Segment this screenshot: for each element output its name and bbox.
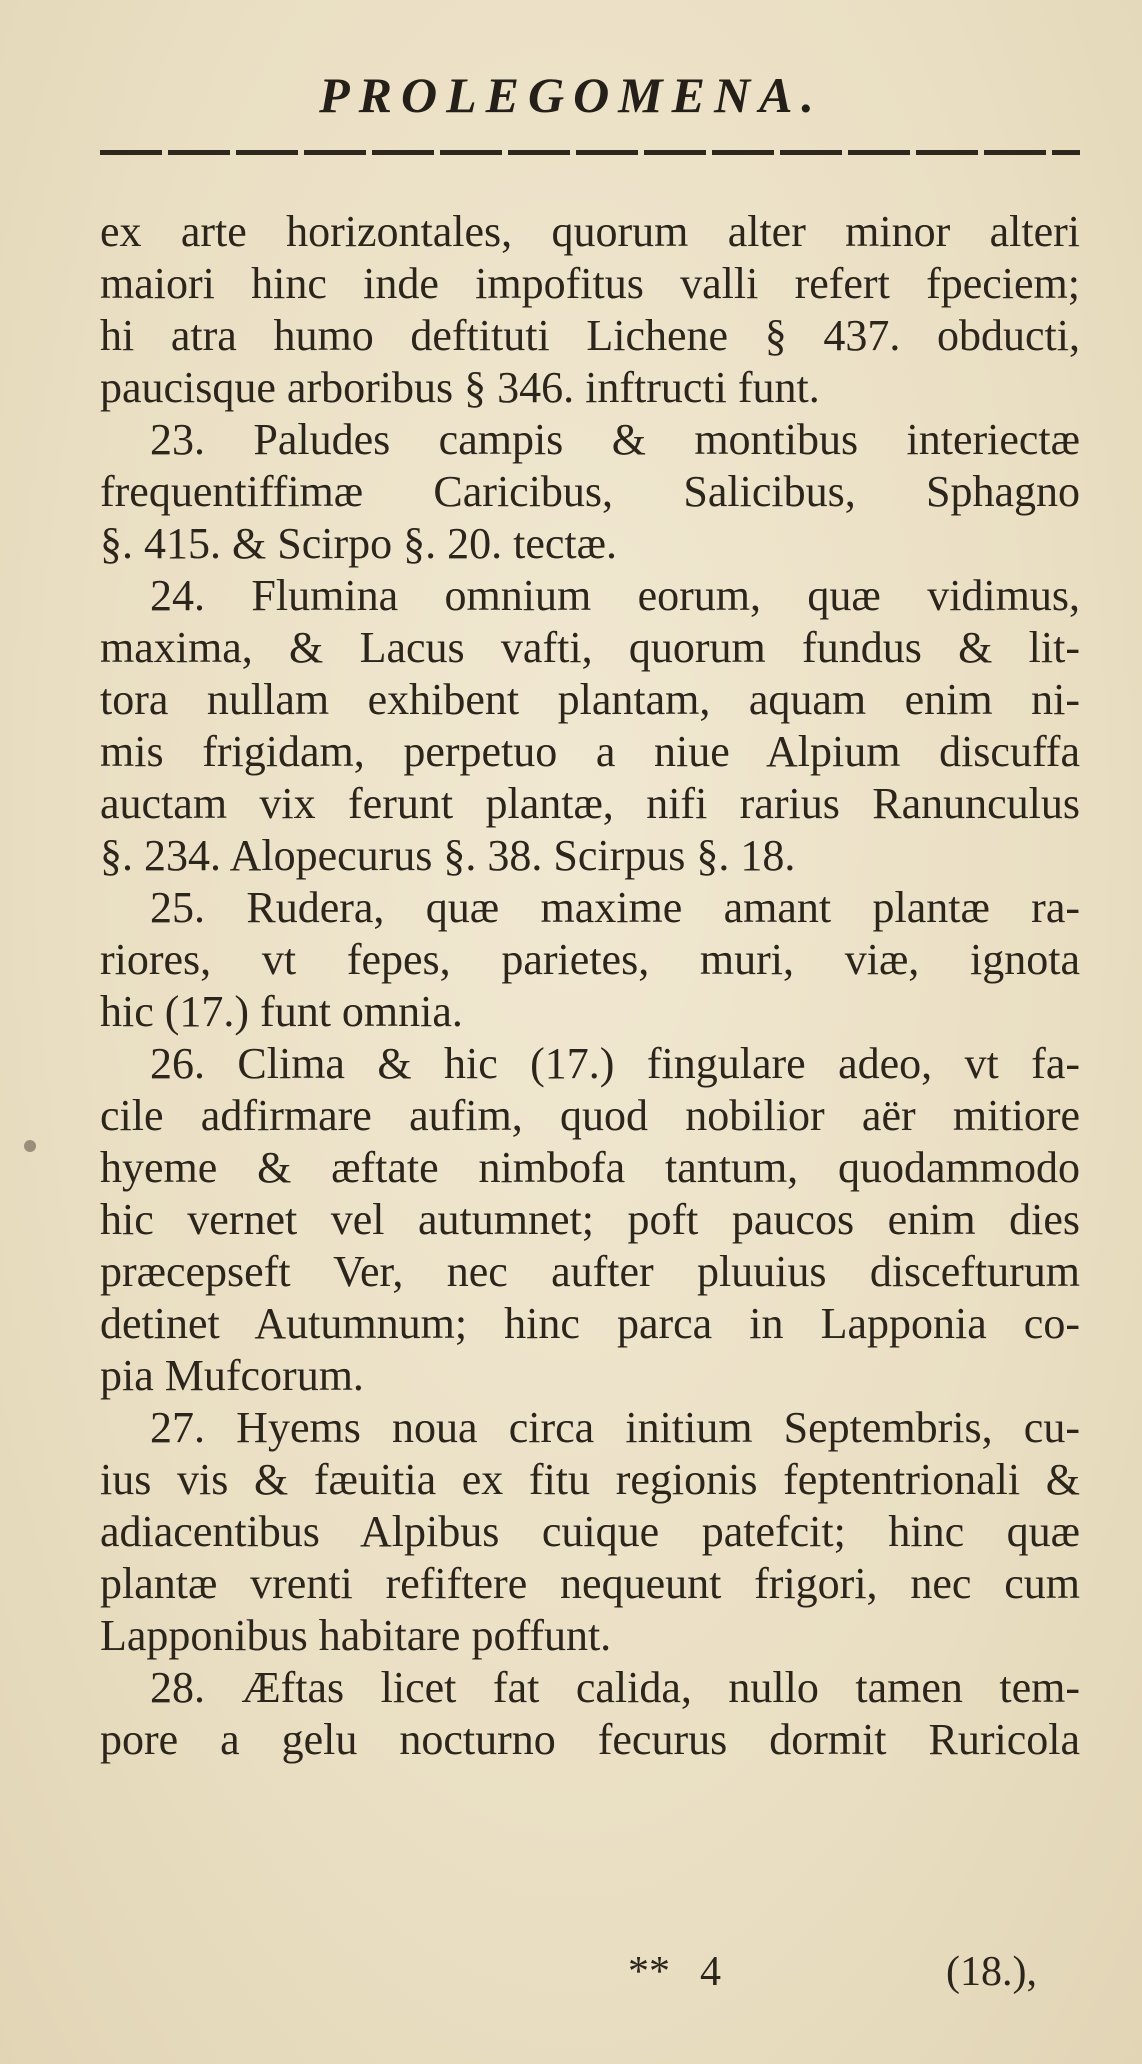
text-line: maiori hinc inde impofitus valli refert fpeciem; (100, 259, 1080, 308)
catchword: (18.), (946, 1949, 1037, 1995)
text-line: pia Mufcorum. (100, 1351, 364, 1400)
paragraph-start-27: 27. Hyems noua circa initium Septembris, cu- (150, 1403, 1080, 1452)
text-line: detinet Autumnum; hinc parca in Lapponia co- (100, 1299, 1080, 1348)
text-line: plantæ vrenti refiftere nequeunt frigori, nec cum (100, 1559, 1080, 1608)
text-line: hic (17.) funt omnia. (100, 987, 463, 1036)
paragraph-start-25: 25. Rudera, quæ maxime amant plantæ ra- (150, 883, 1080, 932)
signature-mark: ** (628, 1949, 670, 1995)
text-line: hi atra humo deftituti Lichene § 437. obducti, (100, 311, 1080, 360)
text-line: cile adfirmare aufim, quod nobilior aër mitiore (100, 1091, 1080, 1140)
text-line: pore a gelu nocturno fecurus dormit Ruricola (100, 1715, 1080, 1764)
text-line: adiacentibus Alpibus cuique patefcit; hinc quæ (100, 1507, 1080, 1556)
text-line: hic vernet vel autumnet; poft paucos enim dies (100, 1195, 1080, 1244)
text-line: Lapponibus habitare poffunt. (100, 1611, 612, 1660)
text-line: tora nullam exhibent plantam, aquam enim ni- (100, 675, 1080, 724)
header-rule (100, 150, 1080, 155)
text-line: hyeme & æftate nimbofa tantum, quodammodo (100, 1143, 1080, 1192)
paragraph-start-24: 24. Flumina omnium eorum, quæ vidimus, (150, 571, 1080, 620)
text-line: riores, vt fepes, parietes, muri, viæ, ignota (100, 935, 1080, 984)
text-line: præcepseft Ver, nec aufter pluuius discefturum (100, 1247, 1080, 1296)
text-line: auctam vix ferunt plantæ, nifi rarius Ranunculus (100, 779, 1080, 828)
text-line: §. 234. Alopecurus §. 38. Scirpus §. 18. (100, 831, 796, 880)
text-line: mis frigidam, perpetuo a niue Alpium discuffa (100, 727, 1080, 776)
text-line: ex arte horizontales, quorum alter minor alteri (100, 207, 1080, 256)
paragraph-start-28: 28. Æftas licet fat calida, nullo tamen tem- (150, 1663, 1080, 1712)
paragraph-start-23: 23. Paludes campis & montibus interiectæ (150, 415, 1080, 464)
ink-speck (24, 1140, 36, 1152)
text-line: ius vis & fæuitia ex fitu regionis feptentrionali & (100, 1455, 1080, 1504)
paragraph-start-26: 26. Clima & hic (17.) fingulare adeo, vt fa- (150, 1039, 1080, 1088)
text-line: frequentiffimæ Caricibus, Salicibus, Sphagno (100, 467, 1080, 516)
running-head-title: PROLEGOMENA. (319, 67, 823, 123)
text-line: paucisque arboribus § 346. inftructi funt. (100, 363, 820, 412)
text-line: maxima, & Lacus vafti, quorum fundus & lit- (100, 623, 1080, 672)
page-footer (0, 1948, 1142, 2004)
signature-number: 4 (700, 1949, 721, 1995)
text-line: §. 415. & Scirpo §. 20. tectæ. (100, 519, 617, 568)
